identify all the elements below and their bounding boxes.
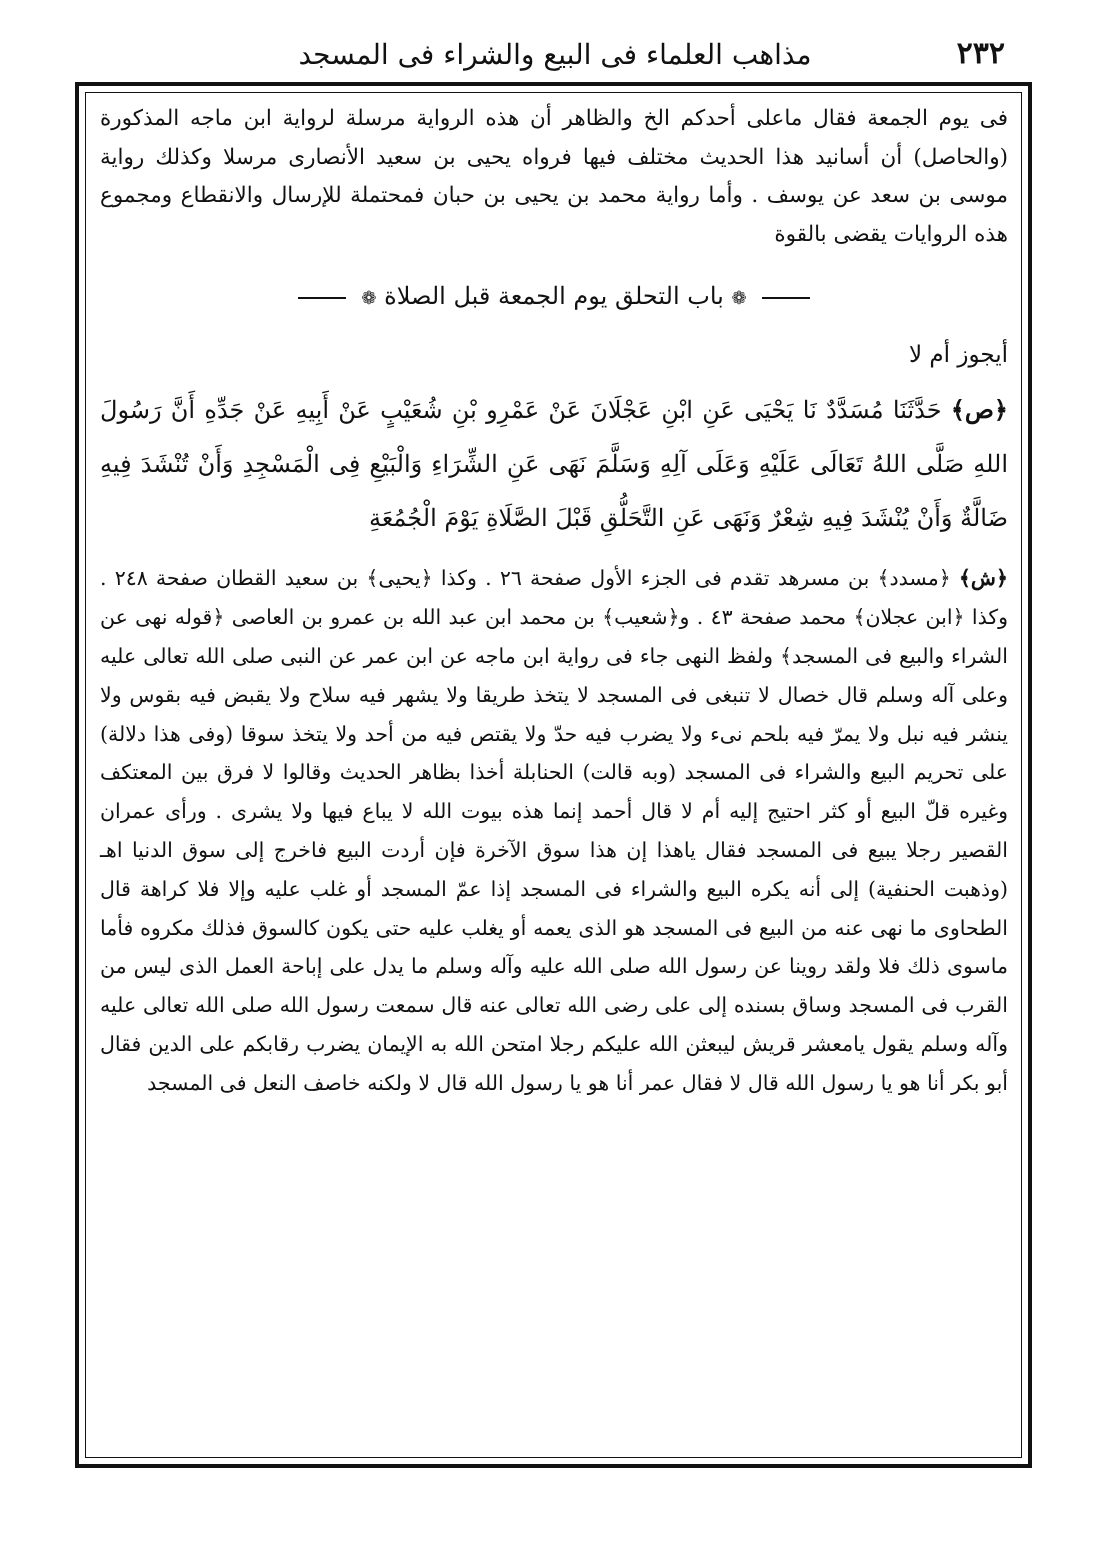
page-header <box>75 26 1035 76</box>
commentary-marker: ﴿ش﴾ <box>958 566 1008 591</box>
page-content <box>100 100 1008 1103</box>
page-number: ٢٣٢ <box>956 36 1005 71</box>
commentary-block <box>100 559 1008 1102</box>
heading-rule-left <box>298 297 346 299</box>
commentary-text: ﴿مسدد﴾ بن مسرهد تقدم فى الجزء الأول صفحة ٢٦ . وكذا ﴿يحيى﴾ بن سعيد القطان صفحة ٢٤٨ . وكذا ﴿ابن عجلان﴾ محمد صفحة ٤٣ . و﴿شعيب﴾ بن محمد ابن عبد الله بن عمرو بن العاصى ﴿قوله نهى عن الشراء والبيع فى المسجد﴾ ولفظ النهى جاء فى رواية ابن ماجه عن ابن عمر عن النبى صلى الله تعالى عليه وعلى آله وسلم قال خصال لا تنبغى فى المسجد لا يتخذ طريقا ولا يشهر فيه سلاح ولا يقبض فيه بقوس ولا ينشر فيه نبل ولا يمرّ فيه بلحم نىء ولا يضرب فيه حدّ ولا يقتص فيه من أحد ولا يتخذ سوقا (وفى هذا دلالة) على تحريم البيع والشراء فى المسجد (وبه قالت) الحنابلة أخذا بظاهر الحديث وقالوا لا فرق بين المعتكف وغيره قلّ البيع أو كثر احتيج إليه أم لا قال أحمد إنما هذه بيوت الله لا يباع فيها ولا يشرى . ورأى عمران القصير رجلا يبيع فى المسجد فقال ياهذا إن هذا سوق الآخرة فإن أردت البيع فاخرج إلى سوق الدنيا اهـ (وذهبت الحنفية) إلى أنه يكره البيع والشراء فى المسجد إذا عمّ المسجد أو غلب عليه وإلا فلا كراهة قال الطحاوى ما نهى عنه من البيع فى المسجد هو الذى يعمه أو يغلب عليه حتى يكون كالسوق فذلك مكروه فأما ماسوى ذلك فلا ولقد روينا عن رسول الله صلى الله عليه وآله وسلم ما يدل على إباحة العمل الذى ليس من القرب فى المسجد وساق بسنده إلى على رضى الله تعالى عنه قال سمعت رسول الله صلى الله تعالى عليه وآله وسلم يقول يامعشر قريش ليبعثن الله عليكم رجلا امتحن الله به الإيمان يضرب رقابكم على الدين فقال أبو بكر أنا هو يا رسول الله قال لا فقال عمر أنا هو يا رسول الله قال لا ولكنه خاصف النعل فى المسجد <box>100 566 1009 1095</box>
intro-paragraph: فى يوم الجمعة فقال ماعلى أحدكم الخ والظاهر أن هذه الرواية مرسلة لرواية ابن ماجه المذكورة (والحاصل) أن أسانيد هذا الحديث مختلف فيها فرواه يحيى بن سعيد الأنصارى مرسلا وكذلك رواية موسى بن سعد عن يوسف . وأما رواية محمد بن يحيى بن حبان فمحتملة للإرسال والانقطاع ومجموع هذه الروايات يقضى بالقوة <box>100 106 1008 247</box>
hadith-marker: ﴿ص﴾ <box>950 395 1008 425</box>
heading-rule-right <box>762 297 810 299</box>
ornament-icon: ❁ <box>731 288 747 310</box>
running-title: مذاهب العلماء فى البيع والشراء فى المسجد <box>298 38 812 71</box>
hadith-text: حَدَّثَنَا مُسَدَّدٌ نَا يَحْيَى عَنِ ابْنِ عَجْلَانَ عَنْ عَمْرِو بْنِ شُعَيْبٍ عَنْ أَبِيهِ عَنْ جَدِّهِ أَنَّ رَسُولَ اللهِ صَلَّى اللهُ تَعَالَى عَلَيْهِ وَعَلَى آلِهِ وَسَلَّمَ نَهَى عَنِ الشِّرَاءِ وَالْبَيْعِ فِى الْمَسْجِدِ وَأَنْ تُنْشَدَ فِيهِ ضَالَّةٌ وَأَنْ يُنْشَدَ فِيهِ شِعْرٌ وَنَهَى عَنِ التَّحَلُّقِ قَبْلَ الصَّلَاةِ يَوْمَ الْجُمُعَةِ <box>100 396 1008 533</box>
section-heading <box>100 276 1008 319</box>
hadith-text-block <box>100 383 1008 545</box>
section-question: أيجوز أم لا <box>909 342 1008 369</box>
ornament-icon: ❁ <box>361 288 377 310</box>
section-title: باب التحلق يوم الجمعة قبل الصلاة <box>384 282 724 311</box>
